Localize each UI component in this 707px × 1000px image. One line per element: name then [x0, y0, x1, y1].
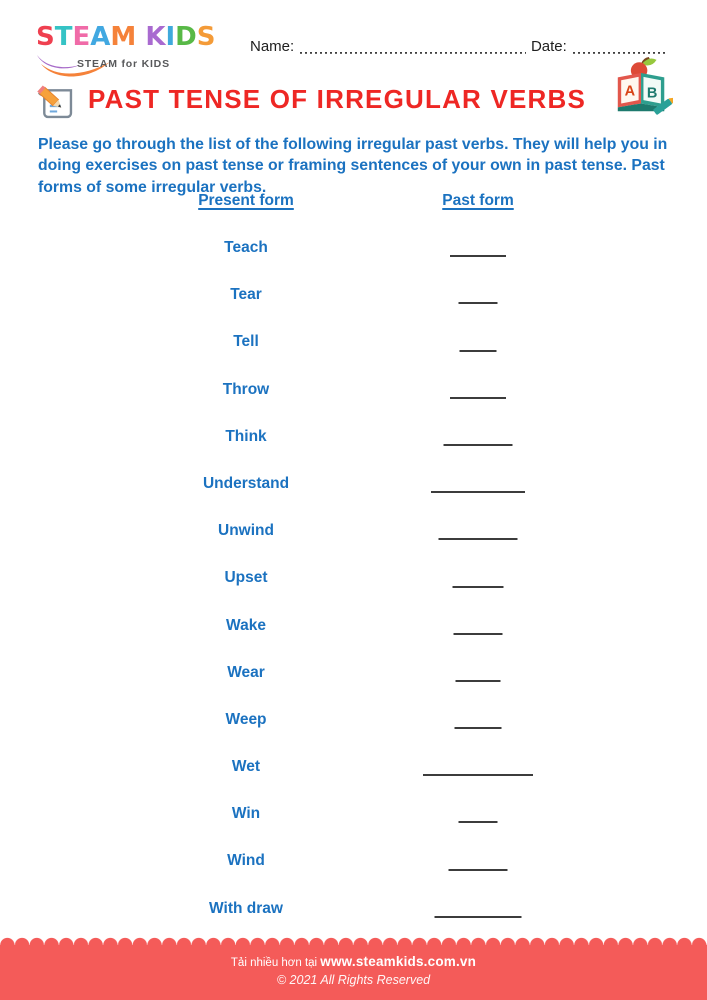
present-verb: Understand	[202, 474, 290, 492]
logo-letter: S	[36, 22, 55, 52]
footer-download-line	[0, 954, 707, 969]
present-verb: Teach	[224, 239, 268, 256]
logo-tagline: STEAM for KIDS	[77, 58, 170, 70]
verb-row	[0, 743, 707, 790]
verb-row	[0, 602, 707, 649]
logo-letter: A	[90, 22, 111, 52]
verb-row	[0, 554, 707, 601]
verb-row	[0, 413, 707, 460]
past-form-blank[interactable]	[456, 680, 501, 682]
past-form-blank[interactable]	[449, 869, 508, 871]
name-input-line[interactable]	[300, 38, 526, 54]
present-verb: Tell	[233, 333, 259, 351]
verb-row	[0, 885, 707, 932]
past-form-blank[interactable]	[454, 633, 503, 635]
past-form-blank[interactable]	[453, 586, 504, 588]
page-title: PAST TENSE OF IRREGULAR VERBS	[88, 84, 587, 115]
past-form-blank[interactable]	[459, 821, 498, 823]
present-verb: Throw	[222, 380, 270, 398]
present-verb: Unwind	[218, 522, 274, 540]
present-verb: Tear	[230, 286, 262, 304]
past-form-blank[interactable]	[450, 255, 506, 257]
present-verb: Wet	[231, 758, 261, 776]
verb-row	[0, 649, 707, 696]
logo-letter: D	[175, 22, 197, 52]
instructions-text: Please go through the list of the following irregular past verbs. They will help you in doing exercises on past tense or framing sentences of your own in past tense. Past forms of some irregular verbs.	[38, 135, 668, 197]
present-verb: Think	[225, 427, 267, 445]
footer-scallop-edge	[0, 935, 707, 945]
verb-row	[0, 507, 707, 554]
verb-rows	[0, 224, 707, 932]
past-form-blank[interactable]	[423, 774, 533, 776]
present-verb: Win	[231, 805, 261, 823]
logo-letter: K	[145, 22, 166, 52]
footer-body	[0, 945, 707, 1000]
book-apple-icon	[611, 56, 673, 118]
past-form-blank[interactable]	[450, 397, 506, 399]
present-verb: Wear	[227, 663, 265, 681]
svg-text:B: B	[646, 85, 658, 102]
present-verb: Upset	[224, 569, 268, 587]
logo-letter: I	[165, 22, 176, 52]
past-form-blank[interactable]	[439, 538, 518, 540]
name-date-row	[250, 36, 670, 56]
present-form-header: Present form	[198, 192, 294, 209]
logo-letter	[136, 22, 145, 52]
logo-letter: M	[110, 22, 137, 52]
past-form-blank[interactable]	[459, 302, 498, 304]
verb-row	[0, 318, 707, 365]
logo-letter: T	[54, 22, 73, 52]
present-verb: Wind	[227, 852, 265, 870]
title-row	[36, 78, 596, 121]
name-label: Name:	[250, 38, 295, 55]
past-form-blank[interactable]	[455, 727, 502, 729]
past-form-blank[interactable]	[431, 491, 525, 493]
verb-row	[0, 696, 707, 743]
verb-row	[0, 271, 707, 318]
footer	[0, 935, 707, 1000]
footer-prefix-text: Tải nhiều hơn tại	[230, 957, 321, 969]
steam-kids-logo	[36, 24, 246, 76]
present-verb: Wake	[226, 616, 266, 634]
pencil-paper-icon	[36, 78, 82, 121]
footer-copyright: © 2021 All Rights Reserved	[276, 973, 431, 987]
verb-row	[0, 460, 707, 507]
past-form-blank[interactable]	[460, 350, 497, 352]
present-verb: With draw	[209, 899, 283, 917]
svg-text:A: A	[624, 83, 636, 100]
verb-row	[0, 366, 707, 413]
table-headers	[0, 192, 707, 214]
verb-row	[0, 837, 707, 884]
verb-row	[0, 790, 707, 837]
past-form-blank[interactable]	[444, 444, 513, 446]
logo-letter: S	[196, 22, 216, 52]
present-verb: Weep	[225, 710, 267, 728]
footer-site-link[interactable]: www.steamkids.com.vn	[320, 954, 477, 969]
past-form-header: Past form	[442, 192, 514, 209]
date-input-line[interactable]	[573, 38, 665, 54]
logo-letter: E	[72, 22, 91, 52]
date-label: Date:	[530, 38, 567, 55]
past-form-blank[interactable]	[435, 916, 522, 918]
logo-wordmark	[36, 24, 246, 50]
verb-row	[0, 224, 707, 271]
